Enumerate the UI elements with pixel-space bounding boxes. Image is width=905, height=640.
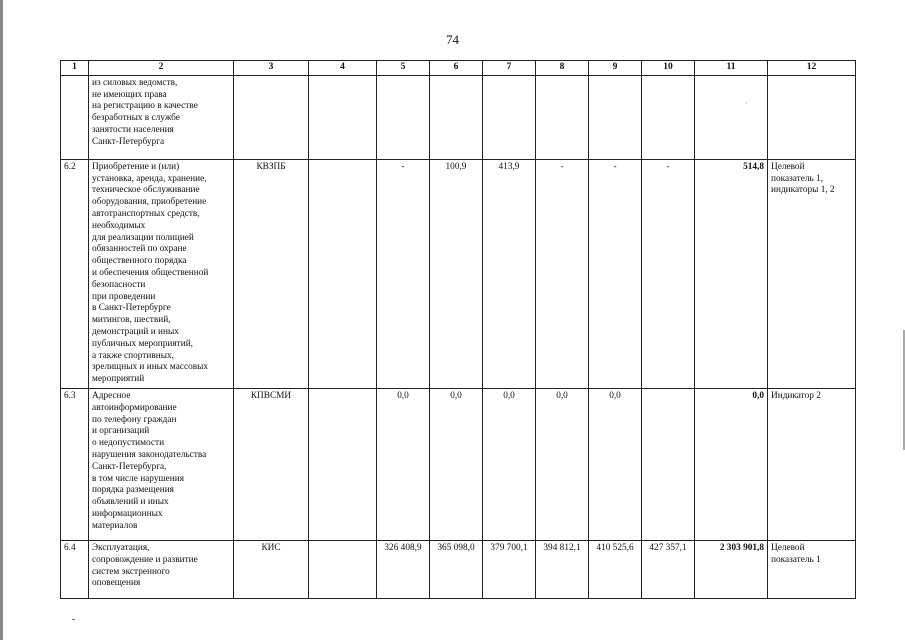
table-header-row bbox=[61, 61, 856, 76]
scan-speck bbox=[72, 619, 75, 620]
header-cell: 11 bbox=[695, 61, 768, 76]
row-description: Приобретение и (или) установка, аренда, хранение, техническое обслуживание оборудования, приобретение автотранспортных средств, необходимых для реализации полицией обязанностей по охране общественного порядка и обеспечения общественной безопасности при проведении в Санкт-Петербурге митингов, шествий, демонстраций и иных публичных мероприятий, а также спортивных, зрелищных и иных массовых мероприятий bbox=[89, 159, 234, 388]
row-value-6: 365 098,0 bbox=[430, 540, 483, 598]
row-value-6 bbox=[430, 75, 483, 159]
row-value-8 bbox=[536, 75, 589, 159]
row-value-9 bbox=[589, 75, 642, 159]
header-cell: 12 bbox=[768, 61, 856, 76]
row-value-6: 0,0 bbox=[430, 388, 483, 540]
row-value-6: 100,9 bbox=[430, 159, 483, 388]
row-value-10 bbox=[642, 75, 695, 159]
header-cell: 4 bbox=[309, 61, 377, 76]
row-number bbox=[61, 75, 89, 159]
row-note: Целевой показатель 1 bbox=[768, 540, 856, 598]
row-number: 6.2 bbox=[61, 159, 89, 388]
budget-table bbox=[60, 60, 856, 599]
header-cell: 3 bbox=[234, 61, 309, 76]
header-cell: 1 bbox=[61, 61, 89, 76]
row-total bbox=[695, 75, 768, 159]
row-value-8: 0,0 bbox=[536, 388, 589, 540]
row-description: Адресное автоинформирование по телефону граждан и организаций о недопустимости нарушения законодательства Санкт-Петербурга, в том числе нарушения порядка размещения объявлений и иных информационных материалов bbox=[89, 388, 234, 540]
header-cell: 5 bbox=[377, 61, 430, 76]
row-total: 514,8 bbox=[695, 159, 768, 388]
row-note: Индикатор 2 bbox=[768, 388, 856, 540]
row-value-10: - bbox=[642, 159, 695, 388]
row-value-9: 0,0 bbox=[589, 388, 642, 540]
row-total: 2 303 901,8 bbox=[695, 540, 768, 598]
scan-mark: · bbox=[745, 99, 748, 108]
row-description: Эксплуатация, сопровождение и развитие систем экстренного оповещения bbox=[89, 540, 234, 598]
row-col4 bbox=[309, 159, 377, 388]
header-cell: 10 bbox=[642, 61, 695, 76]
row-value-8: - bbox=[536, 159, 589, 388]
row-value-5: 326 408,9 bbox=[377, 540, 430, 598]
row-value-5: - bbox=[377, 159, 430, 388]
row-value-5: 0,0 bbox=[377, 388, 430, 540]
row-value-9: 410 525,6 bbox=[589, 540, 642, 598]
scan-edge-mark bbox=[0, 0, 3, 640]
row-description: из силовых ведомств, не имеющих права на регистрацию в качестве безработных в службе занятости населения Санкт-Петербурга bbox=[89, 75, 234, 159]
row-code bbox=[234, 75, 309, 159]
row-col4 bbox=[309, 75, 377, 159]
row-value-10 bbox=[642, 388, 695, 540]
row-value-7: 413,9 bbox=[483, 159, 536, 388]
page-number: 74 bbox=[446, 32, 459, 47]
table-row bbox=[61, 159, 856, 388]
row-col4 bbox=[309, 388, 377, 540]
row-note: Целевой показатель 1, индикаторы 1, 2 bbox=[768, 159, 856, 388]
row-number: 6.4 bbox=[61, 540, 89, 598]
row-value-9: - bbox=[589, 159, 642, 388]
row-value-5 bbox=[377, 75, 430, 159]
row-value-7: 0,0 bbox=[483, 388, 536, 540]
table-row bbox=[61, 540, 856, 598]
row-number: 6.3 bbox=[61, 388, 89, 540]
header-cell: 8 bbox=[536, 61, 589, 76]
row-code: КПВСМИ bbox=[234, 388, 309, 540]
row-total: 0,0 bbox=[695, 388, 768, 540]
table-row bbox=[61, 75, 856, 159]
header-cell: 2 bbox=[89, 61, 234, 76]
row-col4 bbox=[309, 540, 377, 598]
row-code: КВЗПБ bbox=[234, 159, 309, 388]
row-value-10: 427 357,1 bbox=[642, 540, 695, 598]
header-cell: 7 bbox=[483, 61, 536, 76]
row-note bbox=[768, 75, 856, 159]
header-cell: 9 bbox=[589, 61, 642, 76]
row-value-7: 379 700,1 bbox=[483, 540, 536, 598]
row-value-7 bbox=[483, 75, 536, 159]
table-row bbox=[61, 388, 856, 540]
row-code: КИС bbox=[234, 540, 309, 598]
header-cell: 6 bbox=[430, 61, 483, 76]
row-value-8: 394 812,1 bbox=[536, 540, 589, 598]
